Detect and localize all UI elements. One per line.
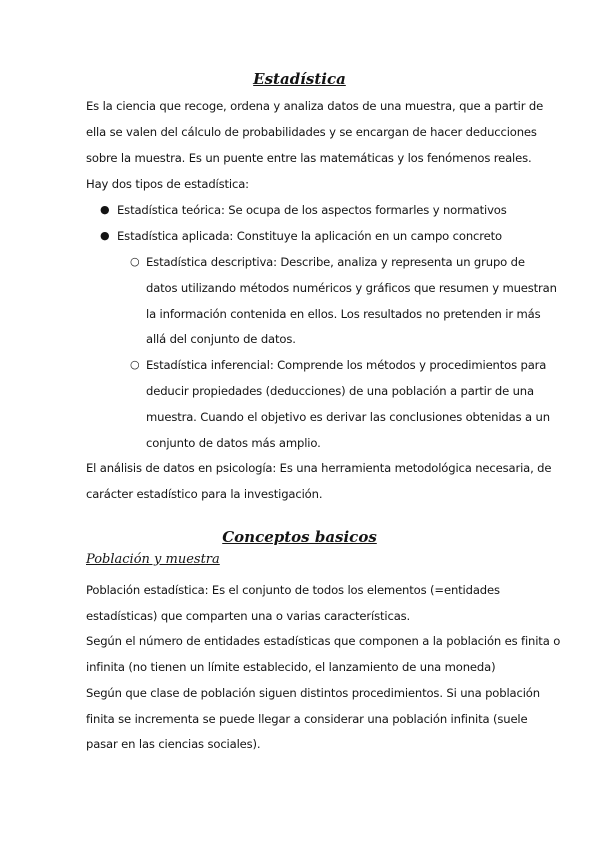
subtype-descriptiva-line: Estadística descriptiva: Describe, analiza y representa un grupo de [146, 255, 525, 269]
population-line: Según que clase de población siguen distintos procedimientos. Si una población [86, 686, 540, 700]
subtype-descriptiva-line: allá del conjunto de datos. [146, 332, 296, 346]
subtype-inferencial-line: muestra. Cuando el objetivo es derivar las conclusiones obtenidas a un [146, 410, 550, 424]
population-line: infinita (no tienen un límite establecido, el lanzamiento de una moneda) [86, 660, 496, 674]
bullet-circle-icon: ○ [130, 255, 140, 268]
bullet-disc-icon: ● [100, 203, 110, 216]
population-line: estadísticas) que comparten una o varias características. [86, 609, 411, 623]
population-line: pasar en las ciencias sociales). [86, 737, 261, 751]
population-line: Según el número de entidades estadísticas que componen a la población es finita o [86, 634, 561, 648]
title-conceptos-basicos: Conceptos basicos [222, 528, 377, 546]
bullet-disc-icon: ● [100, 229, 110, 242]
subheading-poblacion-muestra: Población y muestra [86, 552, 220, 567]
title-estadistica: Estadística [253, 70, 346, 88]
population-line: Población estadística: Es el conjunto de todos los elementos (=entidades [86, 583, 500, 597]
subtype-inferencial-line: deducir propiedades (deducciones) de una población a partir de una [146, 384, 534, 398]
subtype-descriptiva-line: datos utilizando métodos numéricos y gráficos que resumen y muestran [146, 281, 557, 295]
subtype-descriptiva-line: la información contenida en ellos. Los resultados no pretenden ir más [146, 307, 541, 321]
analysis-line: El análisis de datos en psicología: Es una herramienta metodológica necesaria, de [86, 461, 552, 475]
intro-line: sobre la muestra. Es un puente entre las matemáticas y los fenómenos reales. [86, 151, 532, 165]
type-item-teorica: Estadística teórica: Se ocupa de los aspectos formarles y normativos [117, 203, 507, 217]
type-item-aplicada: Estadística aplicada: Constituye la aplicación en un campo concreto [117, 229, 502, 243]
population-line: finita se incrementa se puede llegar a considerar una población infinita (suele [86, 712, 528, 726]
intro-line: Hay dos tipos de estadística: [86, 177, 249, 191]
intro-line: ella se valen del cálculo de probabilidades y se encargan de hacer deducciones [86, 125, 537, 139]
intro-line: Es la ciencia que recoge, ordena y analiza datos de una muestra, que a partir de [86, 99, 544, 113]
analysis-line: carácter estadístico para la investigación. [86, 487, 323, 501]
subtype-inferencial-line: conjunto de datos más amplio. [146, 436, 321, 450]
subtype-inferencial-line: Estadística inferencial: Comprende los métodos y procedimientos para [146, 358, 547, 372]
bullet-circle-icon: ○ [130, 358, 140, 371]
